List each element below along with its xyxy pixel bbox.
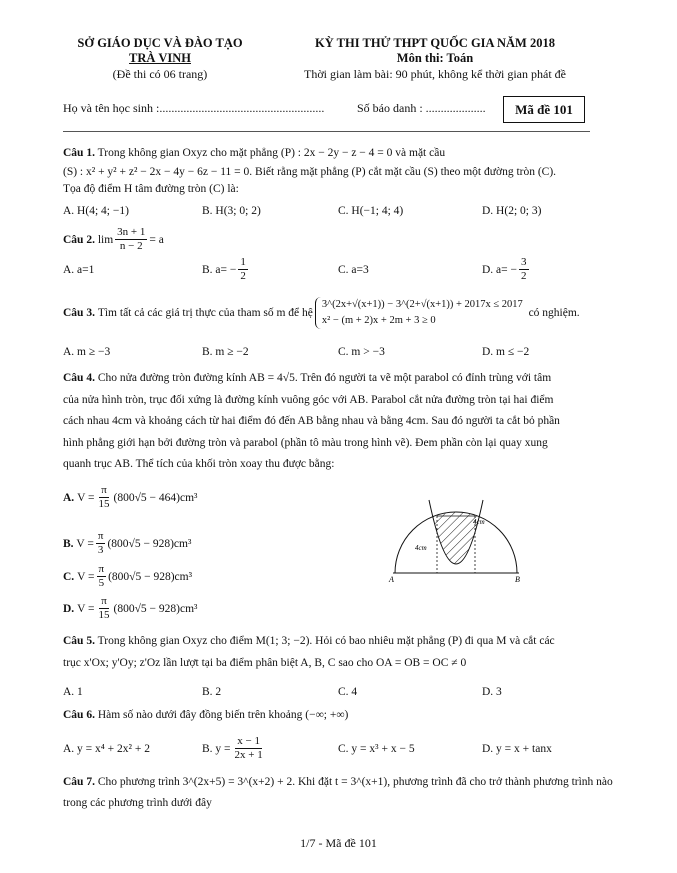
q5-option-d[interactable]: D. 3 [482, 686, 502, 698]
q4-option-d[interactable] [63, 595, 198, 622]
q2-option-c[interactable]: C. a=3 [338, 264, 369, 276]
page-count-note: (Đề thi có 06 trang) [112, 67, 208, 81]
option-text: V = [77, 491, 95, 504]
province-name: TRÀ VINH [129, 51, 191, 65]
question-text: có nghiệm. [528, 307, 580, 319]
student-name-field[interactable]: Họ và tên học sinh :....................................................... [63, 101, 325, 115]
denominator: 3 [97, 544, 104, 556]
system-line-2: x² − (m + 2)x + 2m + 3 ≥ 0 [321, 315, 436, 326]
numerator: 3 [521, 256, 527, 268]
q6-option-b[interactable] [202, 735, 267, 762]
denominator: 15 [98, 609, 110, 621]
fraction [97, 484, 112, 511]
option-text: V = [77, 602, 95, 615]
q2-option-d[interactable] [482, 256, 531, 283]
subject: Môn thi: Toán [396, 51, 474, 65]
q4-option-a[interactable] [63, 484, 198, 511]
q5-option-b[interactable]: B. 2 [202, 686, 222, 698]
exam-title: KỲ THI THỬ THPT QUỐC GIA NĂM 2018 [315, 36, 555, 50]
numerator: π [101, 484, 107, 496]
question-5 [63, 630, 618, 674]
option-text: B. a= − [202, 263, 237, 276]
equation-rhs: = a [149, 233, 164, 246]
q1-option-a[interactable]: A. H(4; 4; −1) [63, 205, 129, 217]
time-note: Thời gian làm bài: 90 phút, không kể thời gian phát đề [304, 67, 566, 81]
label-b: B [515, 575, 520, 584]
numerator: π [97, 530, 104, 542]
option-letter: D. [63, 602, 75, 615]
question-text: Trong không gian Oxyz cho điểm M(1; 3; −2). Hỏi có bao nhiêu mặt phẳng (P) đi qua M và cắt các [97, 635, 555, 647]
fraction [519, 256, 529, 283]
system-line-1: 3^(2x+√(x+1)) − 3^(2+√(x+1)) + 2017x ≤ 2017 [321, 299, 523, 310]
label-4cm-top: 4cm [473, 518, 485, 526]
numerator: π [101, 595, 107, 607]
fraction [238, 256, 248, 283]
q3-option-d[interactable]: D. m ≤ −2 [482, 346, 530, 358]
question-text: trục x'Ox; y'Oy; z'Oz lần lượt tại ba điểm phân biệt A, B, C sao cho OA = OB = OC ≠ 0 [63, 657, 467, 669]
q2-option-b[interactable] [202, 256, 250, 283]
equation-system [315, 297, 523, 329]
q3-option-a[interactable]: A. m ≥ −3 [63, 346, 111, 358]
question-1 [63, 144, 618, 197]
q1-option-d[interactable]: D. H(2; 0; 3) [482, 205, 542, 217]
page-footer: 1/7 - Mã đề 101 [300, 836, 377, 850]
label-a: A [389, 575, 394, 584]
question-text: Tìm tất cả các giá trị thực của tham số m để hệ [97, 307, 313, 319]
numerator: x − 1 [237, 735, 260, 747]
question-text: Cho phương trình 3^(2x+5) = 3^(x+2) + 2. Khi đặt t = 3^(x+1), phương trình đã cho trở thành phương trình nào [97, 776, 613, 788]
option-text: (800√5 − 928)cm³ [113, 602, 198, 615]
dept-name: SỞ GIÁO DỤC VÀ ĐÀO TẠO [77, 36, 243, 50]
question-text: Cho nửa đường tròn đường kính AB = 4√5. Trên đó người ta vẽ một parabol có đỉnh trùng với tâm [97, 372, 552, 384]
q6-option-c[interactable]: C. y = x³ + x − 5 [338, 743, 415, 755]
question-label: Câu 2. [63, 233, 95, 246]
exam-code-box [503, 96, 585, 123]
question-text: Tọa độ điểm H tâm đường tròn (C) là: [63, 183, 239, 195]
denominator: 15 [98, 498, 110, 510]
lim-symbol: lim [97, 233, 114, 246]
semicircle-parabola-figure [385, 480, 525, 585]
question-label: Câu 7. [63, 776, 95, 788]
option-text: B. y = [202, 742, 231, 755]
question-text: quanh trục AB. Thể tích của khối tròn xoay thu được bằng: [63, 458, 335, 470]
fraction [97, 563, 107, 590]
option-text: (800√5 − 464)cm³ [113, 491, 198, 504]
numerator: 3n + 1 [117, 226, 146, 238]
question-label: Câu 5. [63, 635, 95, 647]
option-text: V = [77, 570, 95, 583]
question-label: Câu 3. [63, 307, 95, 319]
question-label: Câu 1. [63, 147, 95, 159]
question-7 [63, 772, 618, 814]
denominator: 2 [521, 270, 527, 282]
option-text: (800√5 − 928)cm³ [107, 537, 192, 550]
question-text: của nửa hình tròn, trục đối xứng là đường kính vuông góc với AB. Parabol cắt nửa đường tròn tại hai điểm [63, 393, 554, 406]
fraction [115, 226, 147, 253]
fraction [233, 735, 265, 762]
option-letter: A. [63, 491, 75, 504]
question-label: Câu 6. [63, 709, 95, 721]
question-text: Hàm số nào dưới đây đồng biến trên khoảng (−∞; +∞) [97, 709, 349, 721]
divider [63, 131, 590, 132]
question-3 [63, 297, 580, 329]
option-text: V = [76, 537, 94, 550]
label-4cm-left: 4cm [415, 544, 427, 552]
denominator: 2 [240, 270, 246, 282]
question-text: trong các phương trình dưới đây [63, 797, 212, 809]
denominator: 2x + 1 [234, 749, 263, 761]
q6-option-a[interactable]: A. y = x⁴ + 2x² + 2 [63, 743, 150, 755]
question-text: hình phẳng giới hạn bởi đường tròn và parabol (phần tô màu trong hình vẽ). Đem phần còn lại quay xung [63, 436, 548, 449]
exam-code: Mã đề 101 [515, 101, 573, 117]
denominator: n − 2 [119, 240, 143, 252]
q3-option-b[interactable]: B. m ≥ −2 [202, 346, 249, 358]
option-text: D. a= − [482, 263, 518, 276]
option-letter: B. [63, 537, 74, 550]
question-2 [63, 226, 164, 253]
question-6 [63, 709, 348, 721]
question-text: (S) : x² + y² + z² − 2x − 4y − 6z − 11 = 0. Biết rằng mặt phẳng (P) cắt mặt cầu (S) theo một đường tròn (C). [63, 166, 557, 178]
question-label: Câu 4. [63, 372, 95, 384]
q4-option-b[interactable] [63, 530, 191, 557]
q5-option-c[interactable]: C. 4 [338, 686, 358, 698]
q5-option-a[interactable]: A. 1 [63, 686, 83, 698]
fraction [97, 595, 112, 622]
option-letter: C. [63, 570, 75, 583]
q2-option-a[interactable]: A. a=1 [63, 264, 95, 276]
q4-option-c[interactable] [63, 563, 192, 590]
question-4 [63, 368, 618, 476]
fraction [96, 530, 106, 557]
numerator: π [98, 563, 105, 575]
denominator: 5 [98, 577, 105, 589]
q1-option-b[interactable]: B. H(3; 0; 2) [202, 205, 261, 217]
numerator: 1 [240, 256, 246, 268]
student-id-field[interactable]: Số báo danh : .................... [357, 101, 486, 115]
question-text: Trong không gian Oxyz cho mặt phẳng (P) : 2x − 2y − z − 4 = 0 và mặt cầu [97, 147, 446, 159]
option-text: (800√5 − 928)cm³ [108, 570, 193, 583]
q3-option-c[interactable]: C. m > −3 [338, 346, 385, 358]
q1-option-c[interactable]: C. H(−1; 4; 4) [338, 205, 404, 217]
q6-option-d[interactable]: D. y = x + tanx [482, 743, 552, 755]
question-text: cách nhau 4cm và khoảng cách từ hai điểm đó đến AB bằng nhau và bằng 4cm. Sau đó người ta cắt bỏ phần [63, 415, 560, 427]
